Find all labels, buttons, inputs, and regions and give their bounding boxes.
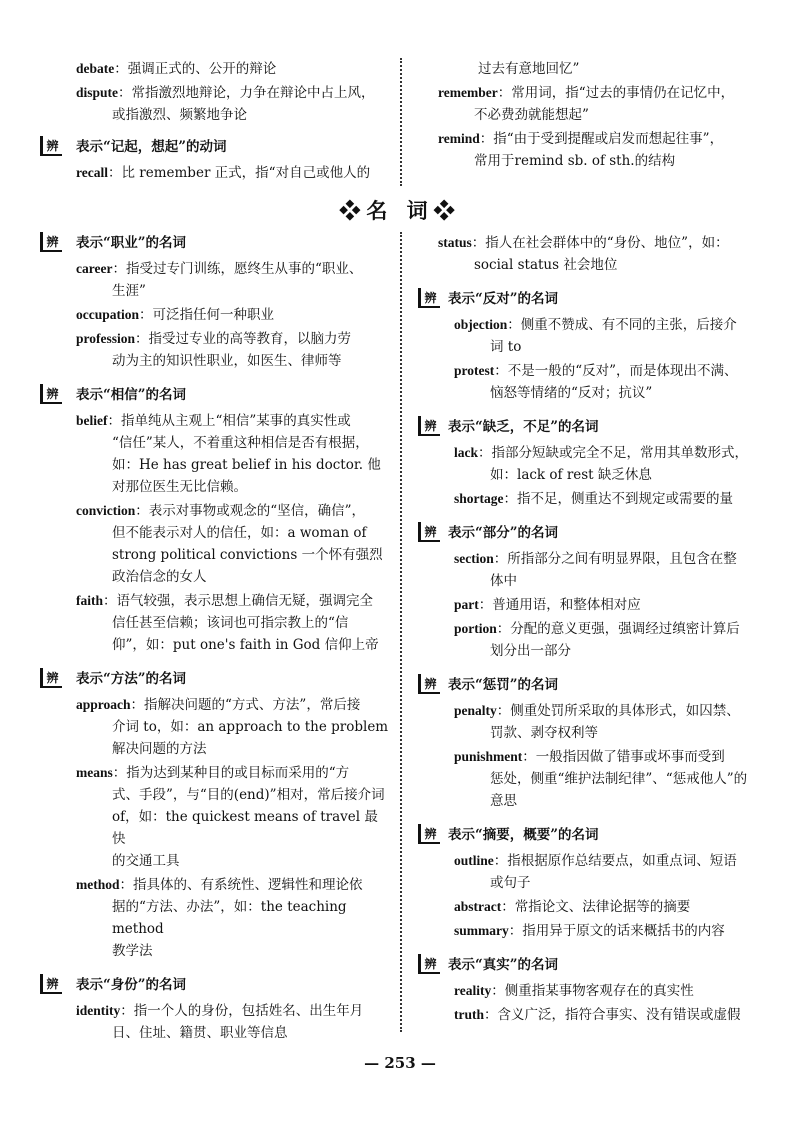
entry-text: 体中 [490, 573, 517, 589]
entry-text: ：比 remember 正式，指“对自己或他人的 [107, 165, 371, 181]
entry-text: 罚款、剥夺权利等 [490, 725, 598, 741]
entry-line [418, 896, 768, 918]
entry-line [418, 790, 768, 812]
top-left-column [40, 58, 390, 196]
entry-text: ：分配的意义更强，强调经过缜密计算后 [496, 621, 740, 637]
entry-group [418, 954, 768, 1026]
entry-text: 介词 to，如：an approach to the problem [112, 719, 389, 735]
entry-text: 日、住址、籍贯、职业等信息 [112, 1025, 288, 1041]
entry-text: ：指解决问题的“方式、方法”，常后接 [130, 697, 361, 713]
entry-text: ：侧重指某事物客观存在的真实性 [491, 983, 694, 999]
entry [40, 1000, 390, 1044]
entry-term: belief [76, 413, 108, 428]
entry-line [40, 874, 390, 896]
entry-line [40, 104, 390, 126]
entry-line [418, 872, 768, 894]
entry-group [40, 384, 390, 656]
entry-text: strong political convictions 一个怀有强烈 [112, 547, 383, 563]
entry [418, 1004, 768, 1026]
bian-badge-icon: 辨 [40, 974, 62, 994]
entry-text: 但不能表示对人的信任，如：a woman of [112, 525, 367, 541]
group-title [418, 288, 768, 310]
entry [40, 304, 390, 326]
entry [418, 314, 768, 358]
entry [40, 590, 390, 656]
entry [418, 58, 768, 80]
group-title-text: 表示“惩罚”的名词 [448, 677, 559, 693]
bian-badge-icon: 辨 [418, 416, 440, 436]
entry [418, 850, 768, 894]
bian-badge-icon: 辨 [40, 136, 62, 156]
entry-line [40, 410, 390, 432]
entry [418, 920, 768, 942]
entry-term: part [454, 597, 479, 612]
entry-text: ：一般指因做了错事或坏事而受到 [522, 749, 725, 765]
entry-line [418, 464, 768, 486]
group-title-text: 表示“真实”的名词 [448, 957, 559, 973]
entry-text: 划分出一部分 [490, 643, 571, 659]
entry-group [40, 668, 390, 962]
entry-line [40, 280, 390, 302]
entry-line [418, 640, 768, 662]
entry-text: 教学法 [112, 943, 153, 959]
group-title [40, 974, 390, 996]
entry-line [40, 896, 390, 940]
entry-line [418, 314, 768, 336]
entry-text: 常用于remind sb. of sth.的结构 [474, 153, 676, 169]
group-title [40, 384, 390, 406]
section-heading: ❖名 词❖ [339, 198, 461, 223]
entry-term: section [454, 551, 494, 566]
entry-text: ：不是一般的“反对”，而是体现出不满、 [494, 363, 738, 379]
entry-text: ：含义广泛，指符合事实、没有错误或虚假 [484, 1007, 741, 1023]
entry-line [418, 382, 768, 404]
entry-text: ：常指激烈地辩论，力争在辩论中占上风， [118, 85, 375, 101]
entry-group [40, 136, 390, 184]
group-title [40, 136, 390, 158]
entry-text: 信任甚至信赖；该词也可指宗教上的“信 [112, 615, 349, 631]
top-right-column [418, 58, 768, 174]
entry-text: 词 to [490, 339, 522, 355]
entry-line [418, 232, 768, 254]
entry-line [40, 694, 390, 716]
entry-group [418, 522, 768, 662]
entry-line [40, 476, 390, 498]
group-title [40, 232, 390, 254]
entry [418, 980, 768, 1002]
entry-text: ：指根据原作总结要点，如重点词、短语 [493, 853, 737, 869]
entry-line [40, 304, 390, 326]
entry-text: ：普通用语，和整体相对应 [478, 597, 641, 613]
entry-text: 如：lack of rest 缺乏休息 [490, 467, 652, 483]
entry-term: method [76, 877, 120, 892]
entry-line [418, 594, 768, 616]
entry [40, 258, 390, 302]
entry-term: truth [454, 1007, 484, 1022]
entry-line [40, 590, 390, 612]
entry-text: 动为主的知识性职业，如医生、律师等 [112, 353, 342, 369]
entry-text: 生涯” [112, 283, 146, 299]
right-column [418, 232, 768, 1038]
entry [40, 874, 390, 962]
group-title [418, 954, 768, 976]
entry [418, 548, 768, 592]
bian-badge-icon: 辨 [418, 824, 440, 844]
entry-text: 式、手段”，与“目的(end)”相对，常后接介词 [112, 787, 385, 803]
entry [418, 618, 768, 662]
entry-text: 意思 [490, 793, 517, 809]
entry [418, 128, 768, 172]
entry-line [418, 920, 768, 942]
entry-text: ：可泛指任何一种职业 [139, 307, 275, 323]
entry-text: ：侧重不赞成、有不同的主张，后接介 [507, 317, 737, 333]
entry-term: dispute [76, 85, 119, 100]
entry-line [418, 850, 768, 872]
entry-text: ：指人在社会群体中的“身份、地位”，如： [471, 235, 729, 251]
group-title-text: 表示“摘要，概要”的名词 [448, 827, 599, 843]
entry-text: ：指不足，侧重达不到规定或需要的量 [503, 491, 733, 507]
entry-line [40, 162, 390, 184]
entry-text: 过去有意地回忆” [478, 61, 580, 77]
entry-term: status [438, 235, 472, 250]
entry-term: approach [76, 697, 131, 712]
entry-term: summary [454, 923, 509, 938]
entry [418, 594, 768, 616]
entry [40, 58, 390, 80]
entry [418, 360, 768, 404]
entry-text: 仰”，如：put one's faith in God 信仰上帝 [112, 637, 379, 653]
entry-group [40, 974, 390, 1044]
entry-text: social status 社会地位 [474, 257, 618, 273]
entry-line [40, 432, 390, 454]
entry-text: 如：He has great belief in his doctor. 他 [112, 457, 381, 473]
group-title-text: 表示“部分”的名词 [448, 525, 559, 541]
entry-line [40, 738, 390, 760]
entry [418, 442, 768, 486]
entry-term: means [76, 765, 113, 780]
entry-text: 惩处，侧重“维护法制纪律”、“惩戒他人”的 [490, 771, 748, 787]
entry [40, 82, 390, 126]
entry-term: objection [454, 317, 508, 332]
column-divider-bottom [400, 232, 402, 1032]
entry-line [418, 336, 768, 358]
entry-line [418, 82, 768, 104]
group-title-text: 表示“职业”的名词 [76, 235, 187, 251]
entry [418, 232, 768, 276]
entry-term: remember [438, 85, 498, 100]
entry-line [40, 1022, 390, 1044]
left-column [40, 232, 390, 1056]
entry-text: ：指部分短缺或完全不足，常用其单数形式， [478, 445, 749, 461]
entry-text: ：指“由于受到提醒或启发而想起往事”， [479, 131, 724, 147]
entry-text: 或句子 [490, 875, 531, 891]
entry-term: debate [76, 61, 115, 76]
entry-term: portion [454, 621, 497, 636]
entry-line [40, 566, 390, 588]
entry-line [418, 722, 768, 744]
entry-line [418, 700, 768, 722]
entry-group [418, 416, 768, 510]
entry [418, 82, 768, 126]
entry [418, 746, 768, 812]
entry-text: ：语气较强，表示思想上确信无疑，强调完全 [103, 593, 373, 609]
entry-group [418, 288, 768, 404]
entry-line [40, 544, 390, 566]
entry-line [418, 1004, 768, 1026]
entry-text: 政治信念的女人 [112, 569, 207, 585]
bian-badge-icon: 辨 [418, 288, 440, 308]
entry-text: ：指一个人的身份，包括姓名、出生年月 [120, 1003, 364, 1019]
entry [40, 762, 390, 872]
entry-term: protest [454, 363, 495, 378]
entry-term: abstract [454, 899, 502, 914]
page-number: — 253 — [364, 1054, 436, 1072]
entry-line [40, 258, 390, 280]
entry-text: 解决问题的方法 [112, 741, 207, 757]
entry-group [40, 232, 390, 372]
entry-text: ：指为达到某种目的或目标而采用的“方 [112, 765, 350, 781]
bian-badge-icon: 辨 [40, 668, 62, 688]
entry-line [40, 940, 390, 962]
entry-term: occupation [76, 307, 140, 322]
entry-text: ：指单纯从主观上“相信”某事的真实性或 [107, 413, 351, 429]
group-title [40, 668, 390, 690]
entry-term: identity [76, 1003, 121, 1018]
column-divider-top [400, 58, 402, 186]
entry-line [40, 762, 390, 784]
entry [40, 410, 390, 498]
entry [418, 896, 768, 918]
group-title-text: 表示“身份”的名词 [76, 977, 187, 993]
entry-term: remind [438, 131, 480, 146]
entry-line [418, 488, 768, 510]
group-title-text: 表示“方法”的名词 [76, 671, 187, 687]
bian-badge-icon: 辨 [40, 384, 62, 404]
entry-text: ：所指部分之间有明显界限，且包含在整 [493, 551, 737, 567]
entry-text: ：指具体的、有系统性、逻辑性和理论依 [119, 877, 363, 893]
entry-term: faith [76, 593, 103, 608]
entry-text: ：侧重处罚所采取的具体形式，如囚禁、 [496, 703, 740, 719]
group-title [418, 674, 768, 696]
entry-term: penalty [454, 703, 497, 718]
entry-line [40, 850, 390, 872]
entry-text: ：常用词，指“过去的事情仍在记忆中， [497, 85, 735, 101]
entry-line [418, 150, 768, 172]
entry-text: 或指激烈、频繁地争论 [112, 107, 247, 123]
entry-line [40, 612, 390, 634]
entry-line [40, 350, 390, 372]
entry-line [40, 634, 390, 656]
entry-term: shortage [454, 491, 504, 506]
bian-badge-icon: 辨 [418, 522, 440, 542]
entry-line [40, 454, 390, 476]
entry-term: outline [454, 853, 494, 868]
group-title-text: 表示“记起，想起”的动词 [76, 139, 227, 155]
group-title-text: 表示“反对”的名词 [448, 291, 559, 307]
entry-line [418, 58, 768, 80]
entry-term: conviction [76, 503, 136, 518]
entry-line [418, 442, 768, 464]
entry-term: profession [76, 331, 136, 346]
entry-text: ：常指论文、法律论据等的摘要 [501, 899, 691, 915]
entry [40, 162, 390, 184]
entry-term: lack [454, 445, 479, 460]
entry-line [40, 784, 390, 806]
entry-line [40, 716, 390, 738]
entry-line [418, 254, 768, 276]
entry-group [418, 824, 768, 942]
entry [40, 500, 390, 588]
entry-line [418, 618, 768, 640]
entry-text: “信任”某人，不着重这种相信是否有根据， [112, 435, 369, 451]
entry-line [418, 128, 768, 150]
bian-badge-icon: 辨 [418, 954, 440, 974]
group-title [418, 824, 768, 846]
entry-line [40, 522, 390, 544]
entry-text: ：指受过专业的高等教育，以脑力劳 [135, 331, 352, 347]
entry-text: 不必费劲就能想起” [474, 107, 589, 123]
entry-text: 据的“方法、办法”，如：the teaching method [112, 899, 347, 937]
entry-line [40, 82, 390, 104]
entry-term: recall [76, 165, 108, 180]
entry [40, 328, 390, 372]
entry-line [418, 104, 768, 126]
entry-line [40, 328, 390, 350]
entry-text: 恼怒等情绪的“反对；抗议” [490, 385, 653, 401]
entry-text: ：强调正式的、公开的辩论 [114, 61, 277, 77]
entry-line [418, 360, 768, 382]
entry [418, 700, 768, 744]
entry-text: ：指受过专门训练，愿终生从事的“职业、 [112, 261, 363, 277]
entry-line [40, 1000, 390, 1022]
entry-term: career [76, 261, 113, 276]
entry-text: 的交通工具 [112, 853, 180, 869]
group-title-text: 表示“相信”的名词 [76, 387, 187, 403]
entry-text: of，如：the quickest means of travel 最快 [112, 809, 378, 847]
entry-line [418, 980, 768, 1002]
bian-badge-icon: 辨 [418, 674, 440, 694]
entry-term: reality [454, 983, 492, 998]
entry-line [40, 500, 390, 522]
entry-line [418, 548, 768, 570]
group-title [418, 522, 768, 544]
group-title-text: 表示“缺乏，不足”的名词 [448, 419, 599, 435]
entry-term: punishment [454, 749, 523, 764]
entry-text: ：表示对事物或观念的“坚信，确信”， [135, 503, 366, 519]
bian-badge-icon: 辨 [40, 232, 62, 252]
entry-text: ：指用异于原文的话来概括书的内容 [508, 923, 725, 939]
entry-group [418, 674, 768, 812]
entry-line [418, 570, 768, 592]
entry-line [40, 58, 390, 80]
entry [418, 488, 768, 510]
entry [40, 694, 390, 760]
group-title [418, 416, 768, 438]
entry-line [418, 746, 768, 768]
entry-line [40, 806, 390, 850]
entry-line [418, 768, 768, 790]
entry-text: 对那位医生无比信赖。 [112, 479, 247, 495]
